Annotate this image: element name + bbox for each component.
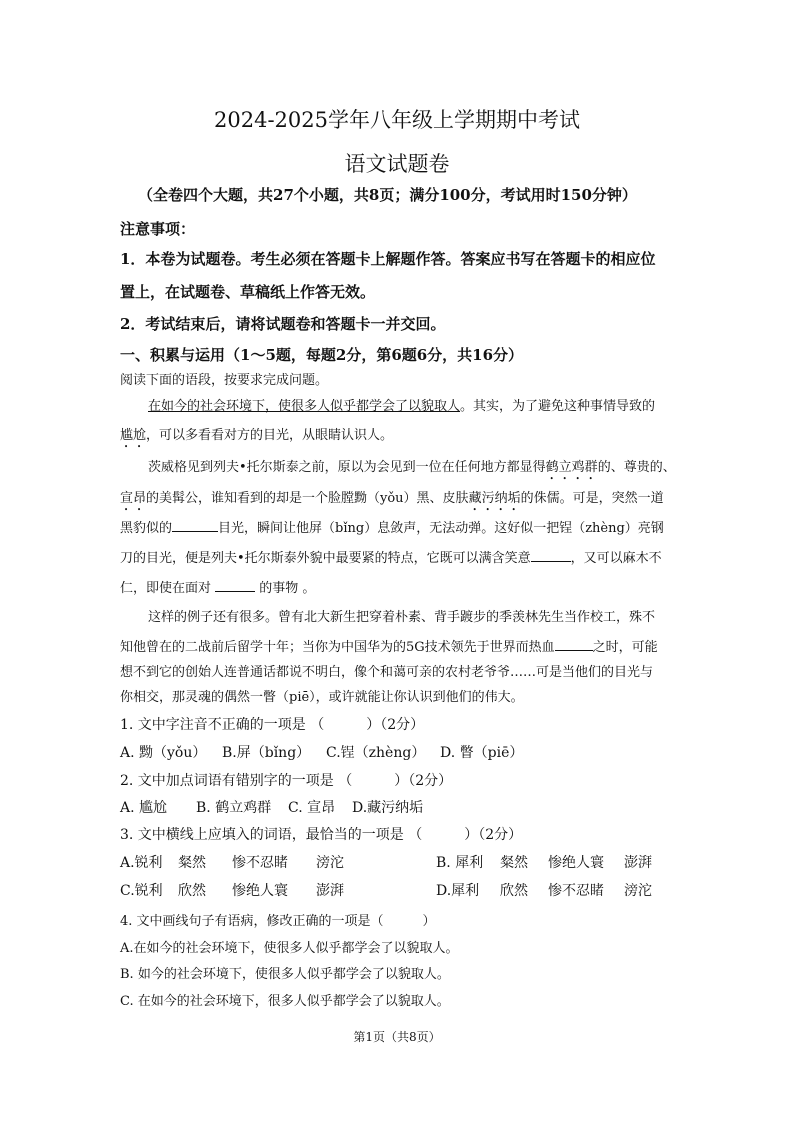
notes-item-2: 2．考试结束后，请将试题卷和答题卡一并交回。 <box>120 315 446 333</box>
question-2-stem: 2. 文中加点词语有错别字的一项是 （ ）（2分） <box>120 773 453 789</box>
question-2-option-a: A. 尴尬 <box>120 800 168 816</box>
question-3-stem: 3. 文中横线上应填入的词语，最恰当的一项是 （ ）（2分） <box>120 827 523 843</box>
question-3-option-d-word-3: 滂沱 <box>624 883 652 899</box>
fill-blank <box>172 518 218 532</box>
question-3-option-c-word-3: 澎湃 <box>316 883 344 899</box>
section-1-heading: 一、积累与运用（1～5题，每题2分，第6题6分，共16分） <box>120 346 524 364</box>
reading-intro: 阅读下面的语段，按要求完成问题。 <box>120 373 329 388</box>
question-1-option-d: D. 瞥（piē） <box>440 745 524 761</box>
question-3-option-b-label: B. 犀利 <box>436 855 484 871</box>
passage-p2-line-2: 宣昂的美髯公，谁知看到的却是一个脸膛黝（yǒu）黑、皮肤藏污纳垢的侏儒。可是，突然一道 <box>120 491 664 506</box>
dotted-word: 藏污纳垢 <box>468 491 521 506</box>
question-3-option-b-word-3: 澎湃 <box>624 855 652 871</box>
question-1-option-c: C.锃（zhèng） <box>326 745 426 761</box>
notes-item-1-line-1: 1．本卷为试题卷。考生必须在答题卡上解题作答。答案应书写在答题卡的相应位 <box>120 250 656 268</box>
passage-p3-line-3: 想不到它的创始人连普通话都说不明白，像个和蔼可亲的农村老爷爷……可是当他们的目光与 <box>120 665 654 680</box>
question-3-option-d-word-1: 欣然 <box>500 883 528 899</box>
question-3-option-a-word-1: 粲然 <box>178 855 206 871</box>
exam-info: （全卷四个大题，共27个小题，共8页；满分100分，考试用时150分钟） <box>138 186 637 204</box>
question-2-option-c: C. 宣昂 <box>288 800 336 816</box>
notes-heading: 注意事项： <box>120 220 196 238</box>
question-1-option-b: B.屏（bǐng） <box>222 745 311 761</box>
question-4-option-a: A.在如今的社会环境下，使很多人似乎都学会了以貌取人。 <box>120 941 459 956</box>
question-3-option-a-label: A.锐利 <box>120 855 163 871</box>
fill-blank <box>215 578 255 592</box>
question-3-option-d-label: D.犀利 <box>436 883 480 899</box>
page-footer: 第1页（共8页） <box>353 1030 441 1044</box>
passage-p3-line-2: 知他曾在的二战前后留学十年；当你为中国华为的5G技术领先于世界而热血 之时，可能 <box>120 636 658 655</box>
passage-p1-line-2: 尴尬，可以多看看对方的目光，从眼睛认识人。 <box>120 428 394 443</box>
dotted-word: 宣昂 <box>120 491 147 506</box>
question-3-option-c-label: C.锐利 <box>120 883 163 899</box>
exam-subtitle: 语文试题卷 <box>344 152 450 176</box>
question-4-stem: 4. 文中画线句子有语病，修改正确的一项是（ ） <box>120 914 436 929</box>
passage-p2-line-4: 刀的目光，便是列夫•托尔斯泰外貌中最要紧的特点，它既可以满含笑意 ，又可以麻木不 <box>120 547 662 566</box>
passage-p3-line-1: 这样的例子还有很多。曾有北大新生把穿着朴素、背手踱步的季羡林先生当作校工，殊不 <box>148 610 656 625</box>
passage-p2-line-5: 仁，即使在面对 的事物 。 <box>120 577 315 596</box>
question-3-option-b-word-2: 惨绝人寰 <box>548 855 604 871</box>
notes-item-1-line-2: 置上，在试题卷、草稿纸上作答无效。 <box>120 283 376 301</box>
question-3-option-a-word-3: 滂沱 <box>316 855 344 871</box>
question-3-option-c-word-1: 欣然 <box>178 883 206 899</box>
question-1-option-a: A. 黝（yǒu） <box>120 745 207 761</box>
dotted-word: 尴尬 <box>120 428 147 443</box>
question-3-option-c-word-2: 惨绝人寰 <box>232 883 288 899</box>
passage-p2-line-3: 黑豹似的 目光，瞬间让他屏（bǐng）息敛声，无法动弹。这好似一把锃（zhèng）亮钢 <box>120 517 664 536</box>
question-2-option-d: D.藏污纳垢 <box>352 800 424 816</box>
passage-p3-line-4: 你相交，那灵魂的偶然一瞥（piē），或许就能让你认识到他们的伟大。 <box>120 690 524 705</box>
question-4-option-b: B. 如今的社会环境下，使很多人似乎都学会了以貌取人。 <box>120 967 450 982</box>
question-4-option-c: C. 在如今的社会环境下，很多人似乎都学会了以貌取人。 <box>120 994 450 1009</box>
question-3-option-d-word-2: 惨不忍睹 <box>548 883 604 899</box>
question-3-option-b-word-1: 粲然 <box>500 855 528 871</box>
passage-p2-line-1: 茨威格见到列夫•托尔斯泰之前，原以为会见到一位在任何地方都显得鹤立鸡群的、尊贵的、 <box>148 460 676 475</box>
question-2-option-b: B. 鹤立鸡群 <box>196 800 272 816</box>
exam-title: 2024-2025学年八年级上学期期中考试 <box>214 108 580 132</box>
underlined-sentence: 在如今的社会环境下，使很多人似乎都学会了以貌取人 <box>148 399 461 414</box>
question-1-stem: 1. 文中字注音不正确的一项是 （ ）（2分） <box>120 717 425 733</box>
fill-blank <box>555 637 593 651</box>
dotted-word: 鹤立鸡群 <box>545 460 598 475</box>
passage-p1-line-1: 在如今的社会环境下，使很多人似乎都学会了以貌取人。其实，为了避免这种事情导致的 <box>148 399 656 414</box>
question-3-option-a-word-2: 惨不忍睹 <box>232 855 288 871</box>
fill-blank <box>531 548 571 562</box>
